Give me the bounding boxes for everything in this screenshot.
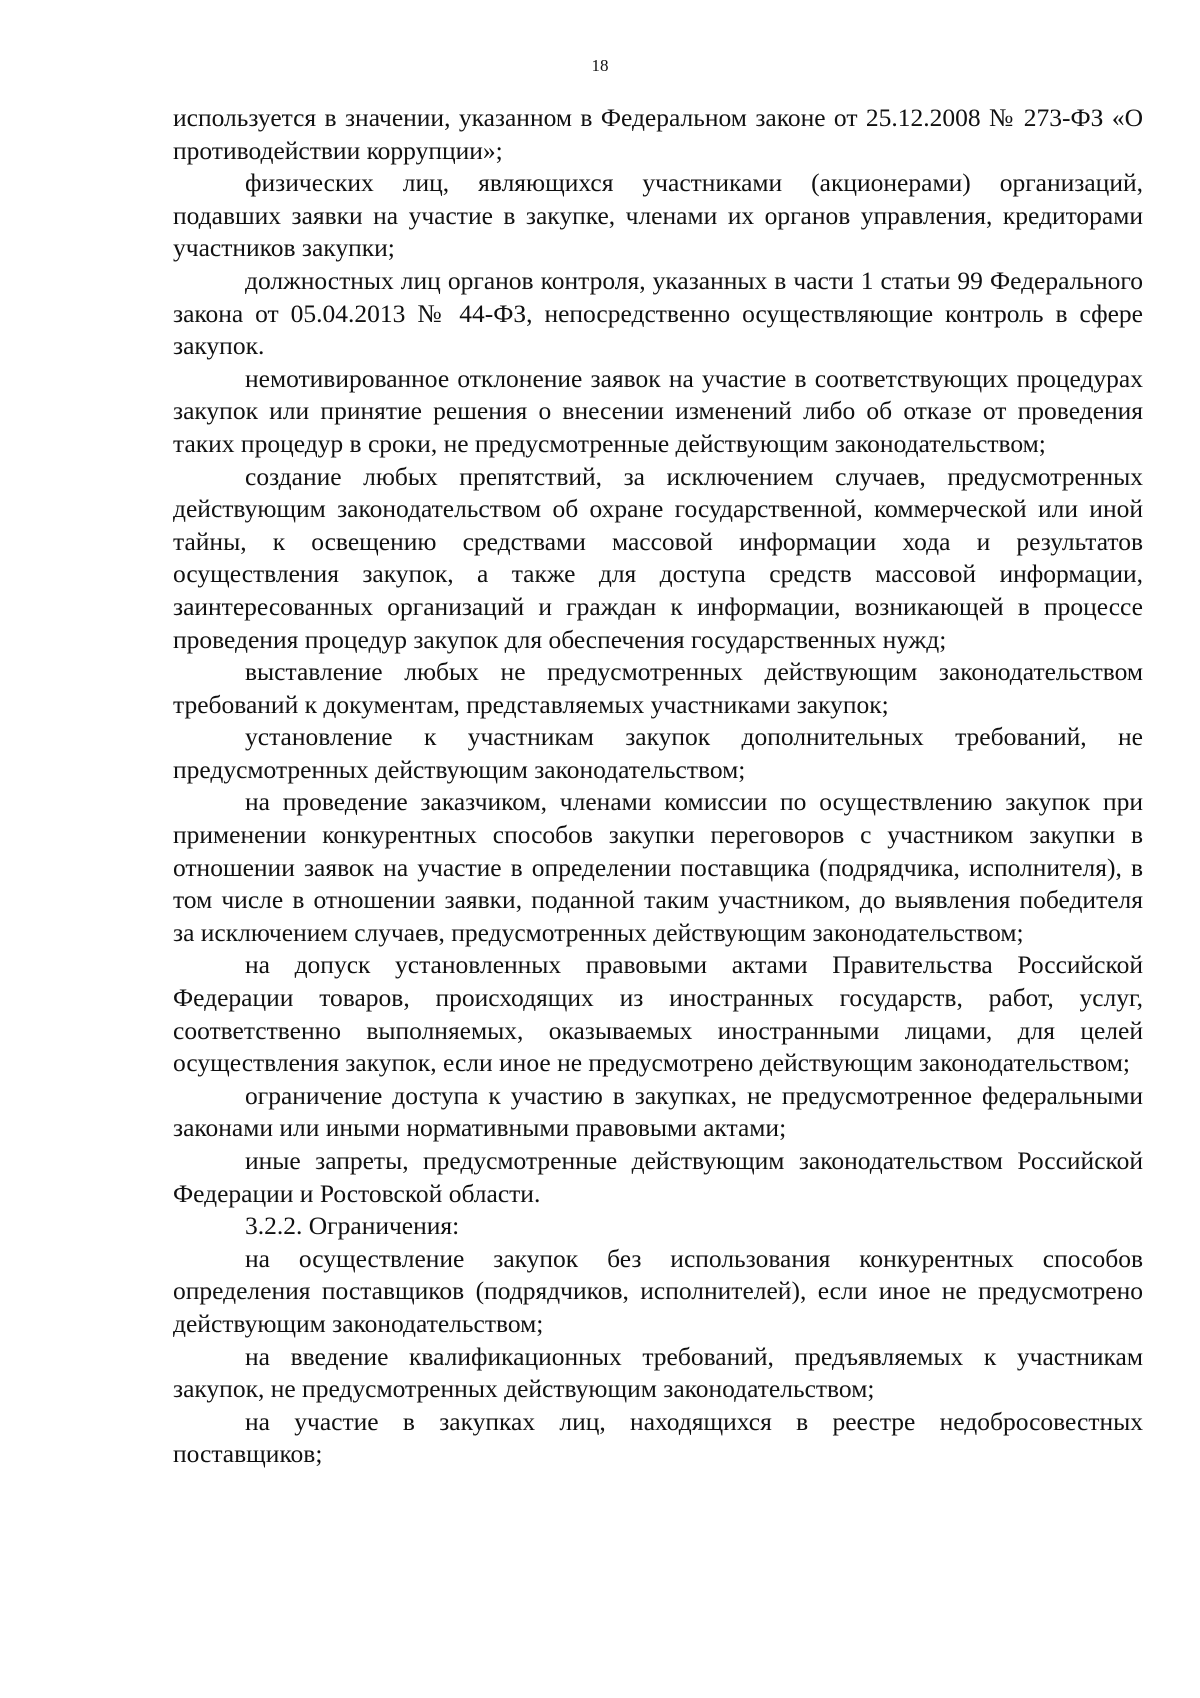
paragraph-8: на проведение заказчиком, членами комиссии по осуществлению закупок при применении конкурентных способов закупки переговоров с участником закупки в отношении заявок на участие в определении поставщика (подрядчика, исполнителя), в том числе в отношении заявки, поданной таким участником, до выявления победителя за исключением случаев, предусмотренных действующим законодательством; <box>173 787 1143 947</box>
paragraph-2: физических лиц, являющихся участниками (акционерами) организаций, подавших заявки на участие в закупке, членами их органов управления, кредиторами участников закупки; <box>173 168 1143 263</box>
paragraph-5: создание любых препятствий, за исключением случаев, предусмотренных действующим законодательством об охране государственной, коммерческой или иной тайны, к освещению средствами массовой информации хода и результатов осуществления закупок, а также для доступа средств массовой информации, заинтересованных организаций и граждан к информации, возникающей в процессе проведения процедур закупок для обеспечения государственных нужд; <box>173 461 1143 654</box>
paragraph-6: выставление любых не предусмотренных действующим законодательством требований к документам, представляемых участниками закупок; <box>173 657 1143 719</box>
paragraph-10: ограничение доступа к участию в закупках, не предусмотренное федеральными законами или иными нормативными правовыми актами; <box>173 1080 1143 1143</box>
document-body <box>173 102 1143 1471</box>
paragraph-9: на допуск установленных правовыми актами Правительства Российской Федерации товаров, происходящих из иностранных государств, работ, услуг, соответственно выполняемых, оказываемых иностранными лицами, для целей осуществления закупок, если иное не предусмотрено действующим законодательством; <box>173 950 1143 1078</box>
paragraph-4: немотивированное отклонение заявок на участие в соответствующих процедурах закупок или принятие решения о внесении изменений либо об отказе от проведения таких процедур в сроки, не предусмотренные действующим законодательством; <box>173 363 1143 458</box>
paragraph-1: используется в значении, указанном в Федеральном законе от 25.12.2008 № 273-ФЗ «О противодействии коррупции»; <box>173 103 1143 165</box>
paragraph-14: на введение квалификационных требований, предъявляемых к участникам закупок, не предусмотренных действующим законодательством; <box>173 1341 1143 1404</box>
page-number: 18 <box>591 56 609 75</box>
paragraph-7: установление к участникам закупок дополнительных требований, не предусмотренных действующим законодательством; <box>173 722 1143 784</box>
paragraph-13: на осуществление закупок без использования конкурентных способов определения поставщиков (подрядчиков, исполнителей), если иное не предусмотрено действующим законодательством; <box>173 1243 1143 1338</box>
paragraph-15: на участие в закупках лиц, находящихся в реестре недобросовестных поставщиков; <box>173 1406 1143 1469</box>
paragraph-3: должностных лиц органов контроля, указанных в части 1 статьи 99 Федерального закона от 05.04.2013 № 44-ФЗ, непосредственно осуществляющие контроль в сфере закупок. <box>173 265 1143 361</box>
section-heading-3-2-2: 3.2.2. Ограничения: <box>245 1211 460 1241</box>
paragraph-11: иные запреты, предусмотренные действующим законодательством Российской Федерации и Ростовской области. <box>173 1146 1143 1208</box>
